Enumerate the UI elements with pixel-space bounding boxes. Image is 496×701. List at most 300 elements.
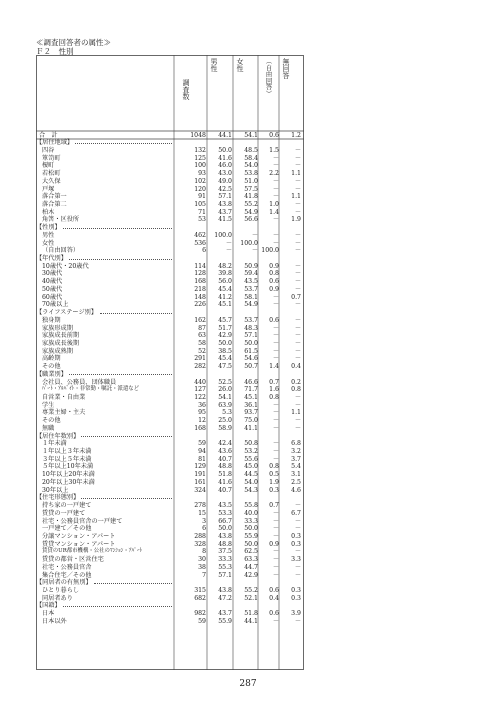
cell-value: 100 (194, 162, 206, 170)
cell-value: 3.1 (291, 471, 301, 479)
cell-value: － (272, 401, 279, 409)
cell-value: 53.3 (218, 509, 232, 517)
total-row (36, 132, 304, 140)
cell-value: － (294, 239, 301, 247)
cell-value: 55.9 (218, 617, 232, 625)
cell-value: 6 (202, 525, 206, 533)
header-free-answer (260, 58, 278, 97)
cell-value: 46.0 (218, 162, 232, 170)
row-label: 自営業・自由業 (42, 393, 86, 401)
cell-value: － (272, 239, 279, 247)
section-leader-dots (63, 606, 172, 607)
cell-value: 5.4 (291, 463, 301, 471)
cell-value: 36 (198, 401, 206, 409)
cell-value: － (294, 417, 301, 425)
table-row (36, 440, 304, 448)
cell-value: 48.8 (218, 540, 232, 548)
cell-value: 50.0 (244, 525, 258, 533)
cell-value: 43.6 (218, 448, 232, 456)
cell-value: 1.4 (269, 208, 279, 216)
cell-value: 54.9 (244, 301, 258, 309)
row-label: 柏木 (42, 208, 55, 216)
cell-value: 61.5 (244, 347, 258, 355)
row-label: 賃貸の一戸建て (42, 509, 86, 517)
table-row (36, 595, 304, 603)
table-row (36, 340, 304, 348)
row-label: 30年以上 (42, 486, 69, 494)
row-label: 【居住地域】 (36, 139, 74, 147)
row-label: 【国籍】 (36, 602, 61, 610)
cell-value: 162 (194, 316, 206, 324)
cell-value: 42.9 (218, 332, 232, 340)
cell-value: － (294, 316, 301, 324)
cell-value: 0.4 (269, 594, 279, 602)
cell-value: 53 (198, 216, 206, 224)
table-row (36, 548, 304, 556)
cell-value: 161 (194, 478, 206, 486)
cell-value: 55.3 (218, 563, 232, 571)
cell-value: － (294, 355, 301, 363)
table-row (36, 525, 304, 533)
cell-value: － (294, 563, 301, 571)
cell-value: 0.9 (269, 540, 279, 548)
cell-value: 37.5 (218, 548, 232, 556)
cell-value: 41.2 (218, 293, 232, 301)
cell-value: 1.9 (269, 478, 279, 486)
row-label: 社宅・公務員官舎 (42, 563, 92, 571)
table-row (36, 178, 304, 186)
cell-value: 682 (194, 594, 206, 602)
row-label: 落合第二 (42, 200, 67, 208)
cell-value: 57.1 (218, 571, 232, 579)
table-row (36, 170, 304, 178)
cell-value: 43.7 (218, 610, 232, 618)
row-label: 30歳代 (42, 270, 63, 278)
cell-value: 55.6 (244, 455, 258, 463)
row-label: 家族成長後期 (42, 339, 80, 347)
cell-value: 93.7 (244, 409, 258, 417)
cell-value: － (294, 270, 301, 278)
row-label: 集合住宅／その他 (42, 571, 92, 579)
cell-value: 57.5 (244, 185, 258, 193)
cell-value: － (272, 455, 279, 463)
cell-value: － (294, 177, 301, 185)
cell-value: 55.2 (244, 200, 258, 208)
cell-value: 41.1 (244, 424, 258, 432)
cell-value: 168 (194, 278, 206, 286)
table-row (36, 294, 304, 302)
cell-value: 1.1 (291, 170, 301, 178)
cell-value: 50.0 (244, 339, 258, 347)
cell-value: 0.3 (291, 594, 301, 602)
table-row (36, 332, 304, 340)
cell-value: 6.8 (291, 440, 301, 448)
cell-value: 52.1 (244, 594, 258, 602)
cell-value: － (251, 231, 258, 239)
cell-value: － (272, 448, 279, 456)
cell-value: 93 (198, 170, 206, 178)
table-row (36, 564, 304, 572)
cell-value: 288 (194, 532, 206, 540)
cell-value: 53.2 (244, 448, 258, 456)
cell-value: 44.5 (244, 471, 258, 479)
table-row (36, 270, 304, 278)
section-leader-dots (69, 259, 172, 260)
row-label: 高齢期 (42, 355, 61, 363)
section-leader-dots (69, 374, 172, 375)
cell-value: 1.1 (291, 193, 301, 201)
cell-value: 54.0 (244, 162, 258, 170)
cell-value: － (294, 525, 301, 533)
cell-value: 0.6 (269, 316, 279, 324)
section-header-row (36, 224, 304, 232)
cell-value: 4.6 (291, 486, 301, 494)
row-label: 家族成長前期 (42, 332, 80, 340)
cell-value: 33.3 (218, 556, 232, 564)
table-row (36, 147, 304, 155)
row-label: 角筈・区役所 (42, 216, 80, 224)
cell-value: 0.3 (269, 486, 279, 494)
cell-value: 12 (198, 417, 206, 425)
cell-value: 1.6 (269, 386, 279, 394)
cell-value: 87 (198, 324, 206, 332)
cell-value: 114 (194, 262, 206, 270)
cell-value: 58.1 (244, 293, 258, 301)
row-label: 社宅・公務員官舎の一戸建て (42, 517, 123, 525)
gender-crosstab-table (36, 55, 304, 670)
cell-value: － (294, 617, 301, 625)
cell-value: 0.9 (269, 262, 279, 270)
cell-value: 3.2 (291, 448, 301, 456)
row-label: 男性 (42, 231, 55, 239)
cell-value: 3.7 (291, 455, 301, 463)
header-free-char-1: 自 (265, 63, 273, 72)
table-row (36, 355, 304, 363)
cell-value: － (294, 247, 301, 255)
section-header-row (36, 602, 304, 610)
cell-value: 62.5 (244, 548, 258, 556)
row-label: 持ち家の一戸建て (42, 502, 92, 510)
cell-value: － (272, 440, 279, 448)
row-label: 【性別】 (36, 224, 61, 232)
row-label: 無職 (42, 424, 55, 432)
cell-value: － (272, 355, 279, 363)
cell-value: 191 (194, 471, 206, 479)
cell-value: 6 (202, 247, 206, 255)
table-row (36, 610, 304, 618)
section-leader-dots (94, 583, 172, 584)
cell-value: － (272, 556, 279, 564)
cell-value: － (294, 162, 301, 170)
cell-value: 25.0 (218, 417, 232, 425)
cell-value: 54.1 (218, 393, 232, 401)
cell-value: 63 (198, 332, 206, 340)
cell-value: 50.0 (218, 525, 232, 533)
cell-value: 39.8 (218, 270, 232, 278)
cell-value: 52 (198, 347, 206, 355)
cell-value: － (272, 347, 279, 355)
table-row (36, 201, 304, 209)
cell-value: 278 (194, 502, 206, 510)
cell-value: － (251, 247, 258, 255)
cell-value: － (272, 517, 279, 525)
cell-value: － (294, 324, 301, 332)
cell-value: 129 (194, 463, 206, 471)
cell-value: 0.2 (291, 378, 301, 386)
row-label: 専業主婦・主夫 (42, 409, 86, 417)
cell-value: 50.9 (244, 262, 258, 270)
cell-value: 48.5 (244, 146, 258, 154)
cell-value: 45.7 (218, 316, 232, 324)
cell-value: 51.0 (244, 177, 258, 185)
row-label: 一戸建て／その他 (42, 525, 92, 533)
row-label: 【住宅形態別】 (36, 494, 80, 502)
cell-value: 125 (194, 154, 206, 162)
cell-value: 41.5 (218, 216, 232, 224)
cell-value: 71.7 (244, 386, 258, 394)
cell-value: － (294, 301, 301, 309)
row-label: 分譲マンション・アパート (42, 532, 116, 540)
cell-value: － (294, 548, 301, 556)
question-title: Ｆ２ 性別 (36, 47, 74, 56)
cell-value: 53.7 (244, 316, 258, 324)
header-free-char-2: 由 (265, 70, 273, 78)
section-leader-dots (100, 313, 172, 314)
row-label: 賃貸マンション・アパート (42, 540, 116, 548)
cell-value: 324 (194, 486, 206, 494)
cell-value: － (294, 339, 301, 347)
cell-value: － (294, 231, 301, 239)
row-label: 賃貸の都営・区営住宅 (42, 556, 104, 564)
cell-value: 54.1 (244, 131, 258, 139)
cell-value: 43.5 (218, 502, 232, 510)
cell-value: 1.0 (269, 200, 279, 208)
cell-value: 48.2 (218, 262, 232, 270)
table-row (36, 193, 304, 201)
cell-value: － (272, 177, 279, 185)
section-leader-dots (81, 436, 172, 437)
cell-value: 40.7 (218, 455, 232, 463)
cell-value: 59.4 (244, 270, 258, 278)
cell-value: 43.8 (218, 200, 232, 208)
table-row (36, 155, 304, 163)
cell-value: 168 (194, 424, 206, 432)
row-label: ひとり暮らし (42, 586, 80, 594)
cell-value: 0.5 (269, 471, 279, 479)
cell-value: 36.1 (244, 401, 258, 409)
table-row (36, 278, 304, 286)
row-label: その他 (42, 363, 61, 371)
cell-value: 52.5 (218, 378, 232, 386)
cell-value: 43.7 (218, 208, 232, 216)
cell-value: 53.7 (244, 285, 258, 293)
page-number: 287 (239, 679, 257, 689)
cell-value: 95 (198, 409, 206, 417)
cell-value: 218 (194, 285, 206, 293)
cell-value: 0.3 (291, 586, 301, 594)
cell-value: 105 (194, 200, 206, 208)
cell-value: － (272, 154, 279, 162)
cell-value: 33.3 (244, 517, 258, 525)
cell-value: － (272, 293, 279, 301)
cell-value: 94 (198, 448, 206, 456)
cell-value: 40.7 (218, 486, 232, 494)
row-label: 10歳代・20歳代 (42, 262, 89, 270)
cell-value: － (272, 424, 279, 432)
cell-value: 2.5 (291, 478, 301, 486)
cell-value: 54.0 (244, 478, 258, 486)
cell-value: － (294, 424, 301, 432)
header-female: 女性 (236, 58, 244, 72)
cell-value: － (272, 339, 279, 347)
table-row (36, 448, 304, 456)
cell-value: － (272, 193, 279, 201)
row-label: 【年代別】 (36, 255, 67, 263)
cell-value: 6.7 (291, 509, 301, 517)
cell-value: 0.6 (269, 278, 279, 286)
cell-value: － (294, 146, 301, 154)
cell-value: 50.7 (244, 363, 258, 371)
cell-value: 57.1 (244, 332, 258, 340)
cell-value: 100.0 (240, 239, 258, 247)
section-leader-dots (63, 228, 172, 229)
row-label: 戸塚 (42, 185, 55, 193)
row-label: 四谷 (42, 146, 55, 154)
row-label: 榎町 (42, 162, 55, 170)
row-label: 賃貸のUR都市機構・公社のﾏﾝｼｮﾝ・ｱﾊﾟｰﾄ (42, 548, 143, 555)
row-label: 学生 (42, 401, 55, 409)
section-header-row (36, 494, 304, 502)
row-label: １年以上３年未満 (42, 448, 92, 456)
cell-value: 43.5 (244, 278, 258, 286)
cell-value: 100.0 (214, 231, 232, 239)
table-row (36, 186, 304, 194)
row-label: ３年以上５年未満 (42, 455, 92, 463)
cell-value: － (272, 324, 279, 332)
cell-value: 0.9 (269, 285, 279, 293)
row-label: ﾊﾟｰﾄ・ｱﾙﾊﾞｲﾄ・非常勤・嘱託・派遣など (42, 386, 140, 393)
table-row (36, 216, 304, 224)
header-free-char-3: 回 (265, 76, 273, 85)
cell-value: 56.0 (218, 278, 232, 286)
cell-value: 38.5 (218, 347, 232, 355)
cell-value: 54.3 (244, 486, 258, 494)
table-row (36, 363, 304, 371)
cell-value: － (272, 532, 279, 540)
cell-value: 75.0 (244, 417, 258, 425)
cell-value: 45.1 (244, 393, 258, 401)
cell-value: 440 (194, 378, 206, 386)
table-row (36, 587, 304, 595)
cell-value: 59 (198, 440, 206, 448)
cell-value: 128 (194, 270, 206, 278)
table-row (36, 618, 304, 626)
cell-value: － (272, 332, 279, 340)
header-male: 男性 (210, 58, 218, 72)
table-row (36, 162, 304, 170)
cell-value: 54.9 (244, 208, 258, 216)
row-label: 20年以上30年未満 (42, 478, 95, 486)
table-row (36, 533, 304, 541)
cell-value: 44.1 (218, 131, 232, 139)
cell-value: 55.8 (244, 502, 258, 510)
cell-value: － (272, 185, 279, 193)
table-row (36, 479, 304, 487)
row-label: 合 計 (39, 131, 58, 139)
row-label: 60歳代 (42, 293, 63, 301)
table-row (36, 394, 304, 402)
cell-value: 57.1 (218, 193, 232, 201)
cell-value: 3.9 (291, 610, 301, 618)
row-label: 【ライフステージ別】 (36, 309, 98, 317)
cell-value: 2.2 (269, 170, 279, 178)
cell-value: 42.5 (218, 185, 232, 193)
cell-value: － (272, 548, 279, 556)
cell-value: 8 (202, 548, 206, 556)
cell-value: 43.0 (218, 170, 232, 178)
cell-value: 55.9 (244, 532, 258, 540)
row-label: 日本 (42, 610, 55, 618)
cell-value: － (272, 525, 279, 533)
cell-value: 56.6 (244, 216, 258, 224)
cell-value: － (294, 401, 301, 409)
cell-value: － (294, 332, 301, 340)
section-header-row (36, 433, 304, 441)
cell-value: － (272, 571, 279, 579)
cell-value: 81 (198, 455, 206, 463)
cell-value: － (294, 571, 301, 579)
row-label: 家族成熟期 (42, 347, 73, 355)
cell-value: 120 (194, 185, 206, 193)
cell-value: 1.1 (291, 409, 301, 417)
cell-value: 462 (194, 231, 206, 239)
cell-value: 0.6 (269, 586, 279, 594)
cell-value: 44.1 (244, 617, 258, 625)
section-header-row (36, 255, 304, 263)
cell-value: 59 (198, 617, 206, 625)
section-leader-dots (81, 498, 172, 499)
cell-value: 148 (194, 293, 206, 301)
cell-value: 54.6 (244, 355, 258, 363)
cell-value: 282 (194, 363, 206, 371)
cell-value: 982 (194, 610, 206, 618)
cell-value: 51.7 (218, 324, 232, 332)
cell-value: 100.0 (261, 247, 279, 255)
cell-value: 226 (194, 301, 206, 309)
cell-value: 41.8 (244, 193, 258, 201)
survey-section-title: ≪調査回答者の属性≫ (36, 38, 111, 47)
cell-value: － (272, 409, 279, 417)
table-row (36, 471, 304, 479)
row-label: 家族形成期 (42, 324, 73, 332)
header-free-paren-top: ︵ (265, 57, 273, 65)
cell-value: 41.6 (218, 154, 232, 162)
table-row (36, 232, 304, 240)
section-header-row (36, 309, 304, 317)
cell-value: 0.4 (291, 363, 301, 371)
cell-value: － (294, 347, 301, 355)
header-count: 調査数 (182, 79, 190, 100)
cell-value: 66.7 (218, 517, 232, 525)
cell-value: 122 (194, 393, 206, 401)
cell-value: － (272, 617, 279, 625)
cell-value: 48.3 (244, 324, 258, 332)
cell-value: 38 (198, 563, 206, 571)
cell-value: － (294, 200, 301, 208)
row-label: 女性 (42, 239, 55, 247)
cell-value: － (272, 563, 279, 571)
row-label: 70歳以上 (42, 301, 69, 309)
